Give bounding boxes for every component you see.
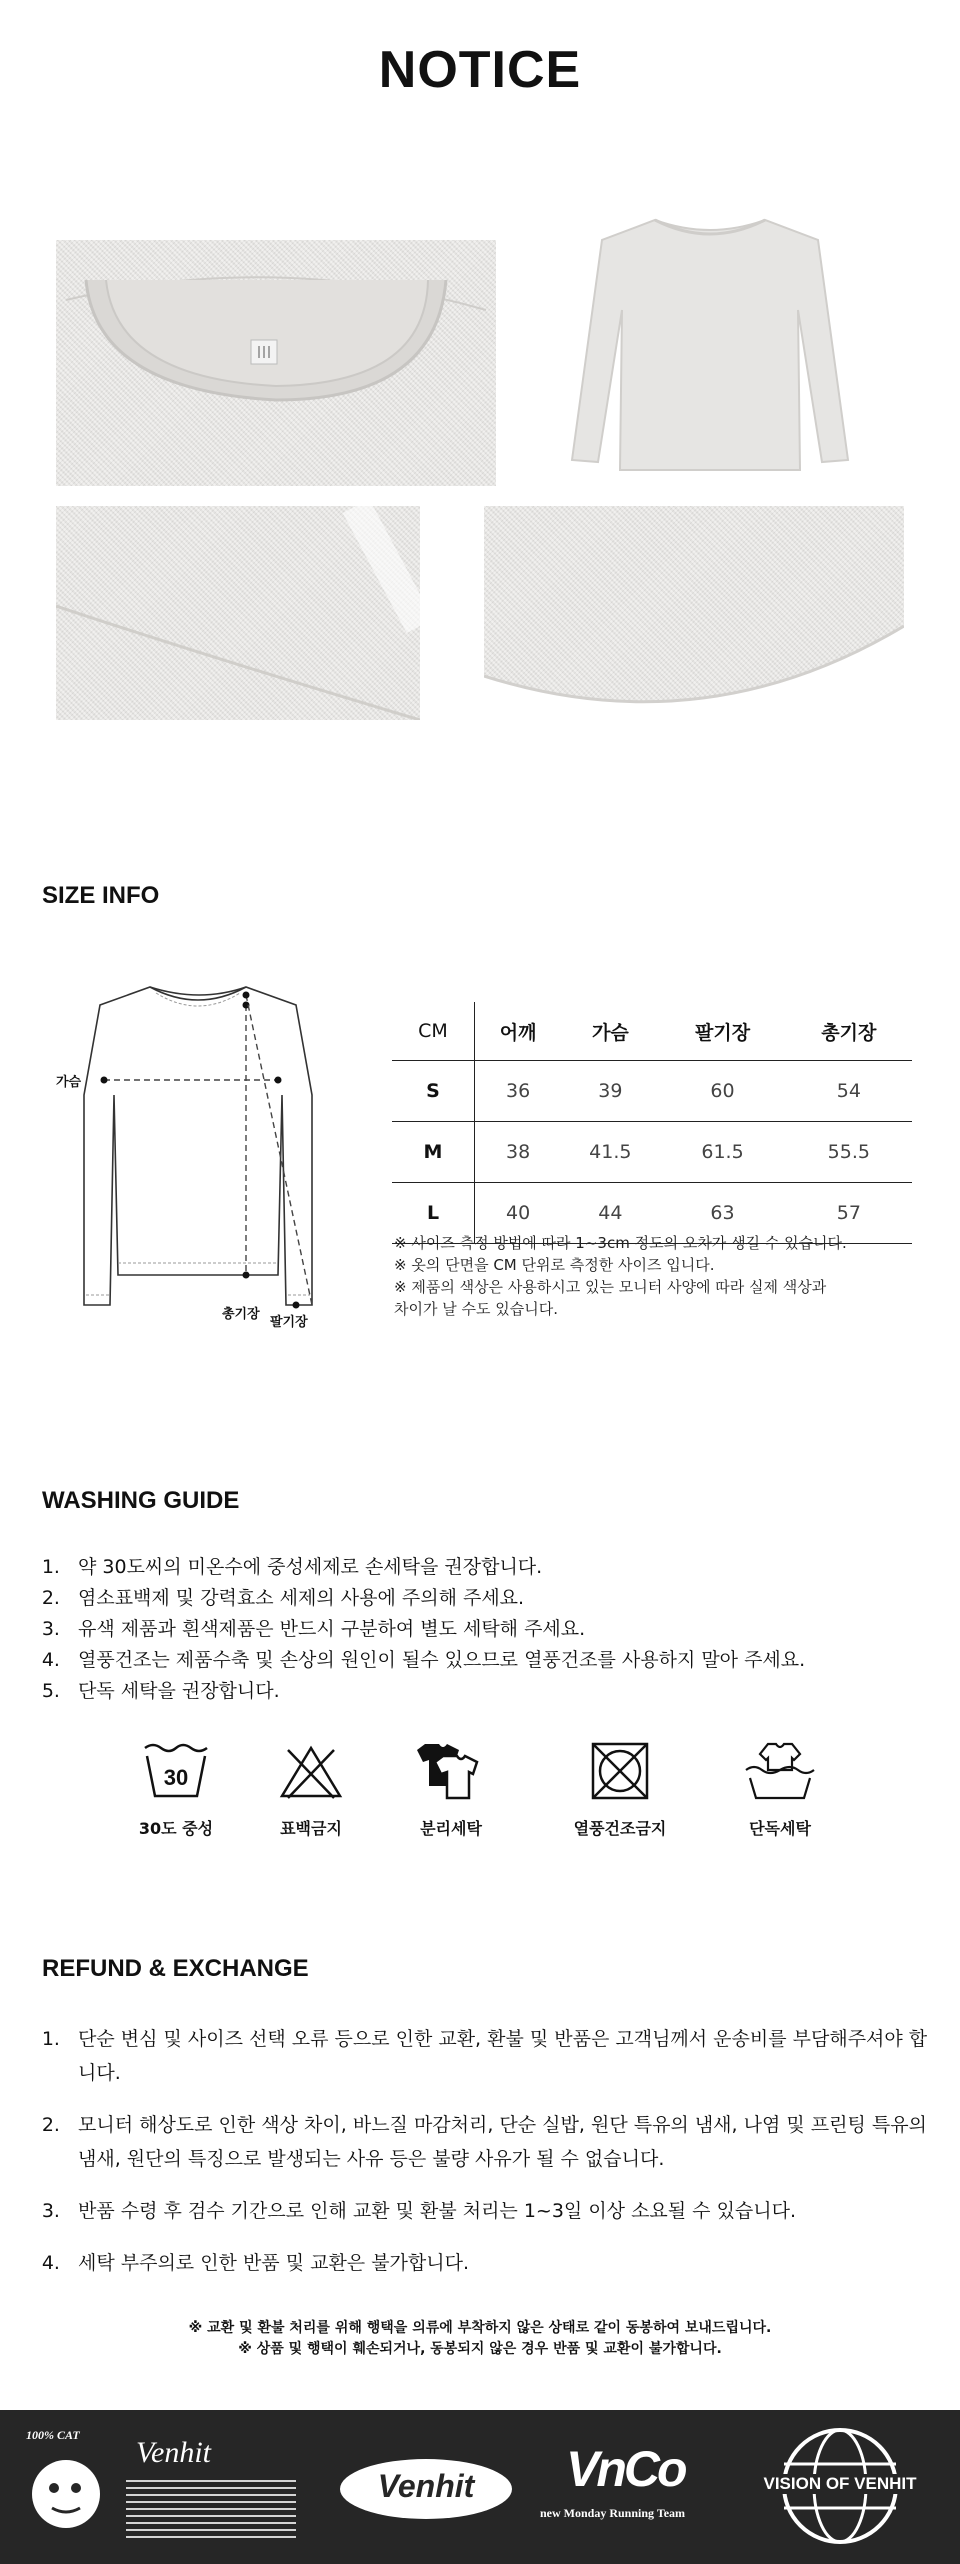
vnco-logo-icon[interactable] bbox=[536, 2440, 716, 2540]
sleeve-cell: 60 bbox=[659, 1061, 785, 1122]
vnco-logo-subtitle: new Monday Running Team bbox=[540, 2506, 686, 2520]
refund-footnote: ※ 교환 및 환불 처리를 위해 행택을 의류에 부착하지 않은 상태로 같이 동봉하여 보내드립니다. bbox=[188, 2320, 772, 2336]
size-note: 차이가 날 수도 있습니다. bbox=[394, 1300, 558, 1318]
length-cell: 54 bbox=[786, 1061, 912, 1122]
chest-cell: 39 bbox=[561, 1061, 659, 1122]
list-item: 2. 염소표백제 및 강력효소 세제의 사용에 주의해 주세요. bbox=[66, 1583, 805, 1614]
vision-logo-text: VISION OF VENHIT bbox=[740, 2474, 940, 2494]
list-item: 1. 단순 변심 및 사이즈 선택 오류 등으로 인한 교환, 환불 및 반품은 고객님께서 운송비를 부담해주셔야 합니다. bbox=[66, 2022, 936, 2090]
size-note: ※ 제품의 색상은 사용하시고 있는 모니터 사양에 따라 실제 색상과 bbox=[394, 1278, 827, 1296]
list-item: 1. 약 30도씨의 미온수에 중성세제로 손세탁을 권장합니다. bbox=[66, 1552, 805, 1583]
refund-heading: REFUND & EXCHANGE bbox=[42, 1955, 309, 1982]
chest-cell: 41.5 bbox=[561, 1122, 659, 1183]
full-shirt-photo bbox=[550, 200, 870, 486]
page-title: NOTICE bbox=[378, 41, 582, 99]
venhit-logo-text: Venhit bbox=[377, 2468, 475, 2504]
sleeve-label: 팔기장 bbox=[270, 1315, 308, 1330]
size-note: ※ 사이즈 측정 방법에 따라 1~3cm 정도의 오차가 생길 수 있습니다. bbox=[394, 1234, 847, 1252]
shoulder-cell: 40 bbox=[475, 1183, 562, 1244]
sleeve-cell: 61.5 bbox=[659, 1122, 785, 1183]
badge-text-block bbox=[126, 2480, 296, 2542]
list-item: 3. 반품 수령 후 검수 기간으로 인해 교환 및 환불 처리는 1~3일 이상 소요될 수 있습니다. bbox=[66, 2194, 936, 2228]
length-label: 총기장 bbox=[222, 1307, 260, 1322]
size-notes bbox=[394, 1232, 914, 1320]
list-item: 4. 세탁 부주의로 인한 반품 및 교환은 불가합니다. bbox=[66, 2246, 936, 2280]
size-cell: S bbox=[392, 1061, 475, 1122]
column-header: CM bbox=[392, 1002, 475, 1061]
sleeve-cell: 63 bbox=[659, 1183, 785, 1244]
column-header: 어깨 bbox=[475, 1002, 562, 1061]
care-label: 표백금지 bbox=[280, 1819, 342, 1838]
100-cat-venhit-badge-icon[interactable] bbox=[26, 2428, 306, 2548]
length-cell: 55.5 bbox=[786, 1122, 912, 1183]
size-diagram bbox=[50, 975, 350, 1335]
size-table bbox=[392, 1002, 912, 1244]
care-label: 열풍건조금지 bbox=[573, 1819, 667, 1838]
size-info-heading: SIZE INFO bbox=[42, 882, 160, 909]
list-item: 5. 단독 세탁을 권장합니다. bbox=[66, 1676, 805, 1707]
care-label: 단독세탁 bbox=[749, 1819, 811, 1838]
sleeve-cuff-photo bbox=[56, 506, 420, 720]
list-item: 3. 유색 제품과 흰색제품은 반드시 구분하여 별도 세탁해 주세요. bbox=[66, 1614, 805, 1645]
wash-temp-text: 30 bbox=[163, 1765, 189, 1790]
vnco-logo-text: VnCo bbox=[566, 2441, 685, 2497]
shoulder-cell: 36 bbox=[475, 1061, 562, 1122]
separate-wash-icon bbox=[411, 1740, 491, 1802]
washing-guide-heading: WASHING GUIDE bbox=[42, 1487, 240, 1514]
chest-cell: 44 bbox=[561, 1183, 659, 1244]
wash-alone-icon bbox=[740, 1740, 820, 1802]
care-item bbox=[700, 1740, 860, 1839]
list-item: 4. 열풍건조는 제품수축 및 손상의 원인이 될수 있으므로 열풍건조를 사용하지 말아 주세요. bbox=[66, 1645, 805, 1676]
column-header: 총기장 bbox=[786, 1002, 912, 1061]
no-bleach-icon bbox=[276, 1740, 346, 1802]
size-cell: L bbox=[392, 1183, 475, 1244]
list-item: 2. 모니터 해상도로 인한 색상 차이, 바느질 마감처리, 단순 실밥, 원단 특유의 냄새, 나염 및 프린팅 특유의 냄새, 원단의 특징으로 발생되는 사유 등은 불량 사유가 될 수 없습니다. bbox=[66, 2108, 936, 2176]
size-note: ※ 옷의 단면을 CM 단위로 측정한 사이즈 입니다. bbox=[394, 1256, 715, 1274]
wash-30-icon bbox=[141, 1740, 211, 1802]
table-row bbox=[392, 1061, 912, 1122]
size-cell: M bbox=[392, 1122, 475, 1183]
table-row bbox=[392, 1122, 912, 1183]
refund-list bbox=[28, 2022, 936, 2298]
refund-footnote: ※ 상품 및 행택이 훼손되거나, 동봉되지 않은 경우 반품 및 교환이 불가합니다. bbox=[238, 2341, 722, 2357]
venhit-logo-icon[interactable] bbox=[336, 2454, 516, 2524]
column-header: 팔기장 bbox=[659, 1002, 785, 1061]
vision-of-venhit-logo-icon[interactable] bbox=[740, 2424, 940, 2548]
column-header: 가슴 bbox=[561, 1002, 659, 1061]
length-cell: 57 bbox=[786, 1183, 912, 1244]
care-item bbox=[540, 1740, 700, 1839]
shoulder-cell: 38 bbox=[475, 1122, 562, 1183]
care-item bbox=[231, 1740, 391, 1839]
badge-top-text: 100% CAT bbox=[26, 2428, 80, 2442]
care-item bbox=[371, 1740, 531, 1839]
no-tumble-dry-icon bbox=[585, 1740, 655, 1802]
care-label: 30도 중성 bbox=[138, 1819, 214, 1838]
care-label: 분리세탁 bbox=[420, 1819, 482, 1838]
badge-brand-text: Venhit bbox=[136, 2436, 211, 2469]
table-header-row bbox=[392, 1002, 912, 1061]
footer bbox=[0, 2410, 960, 2564]
chest-label: 가슴 bbox=[56, 1075, 82, 1090]
hem-detail-photo bbox=[484, 506, 904, 756]
collar-detail-photo bbox=[56, 240, 496, 486]
washing-list bbox=[28, 1552, 805, 1707]
